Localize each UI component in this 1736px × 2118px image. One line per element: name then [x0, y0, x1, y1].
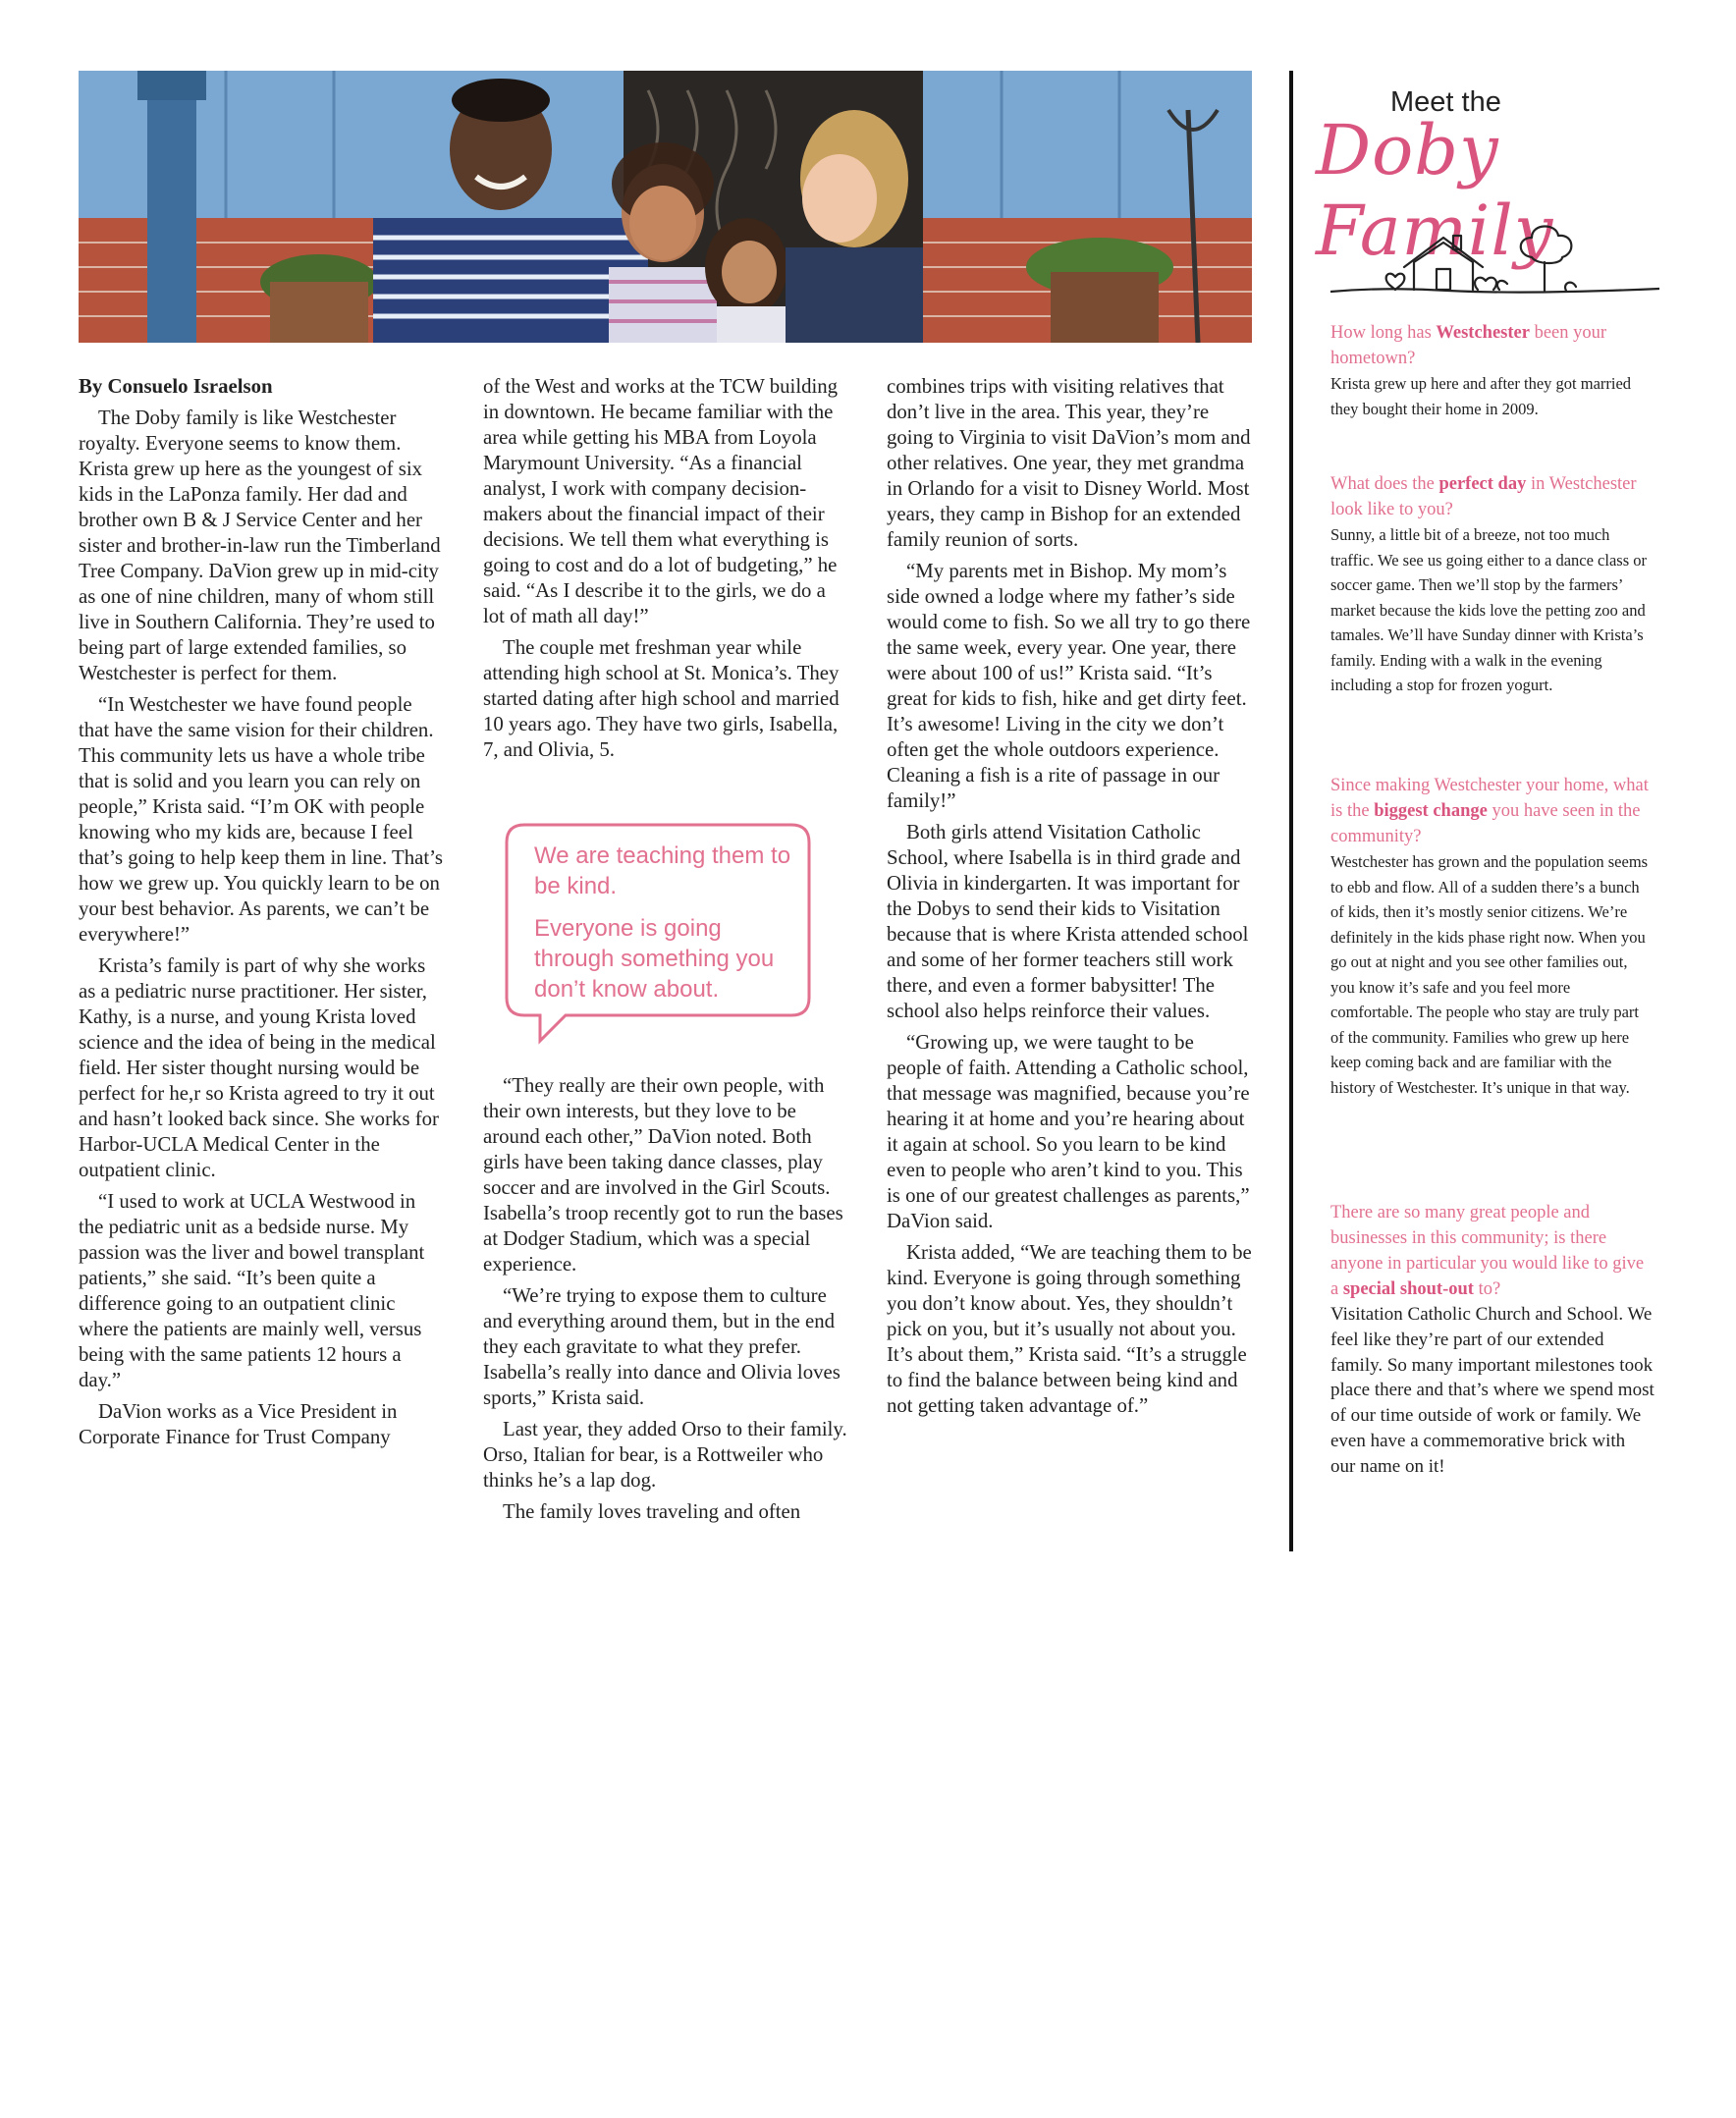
paragraph: of the West and works at the TCW building in downtown. He became familiar with the area while getting his MBA from Loyola Marymount University. “As a financial analyst, I work with company decision-makers about the financial impact of their decisions. We tell them what everything is going to cost and do a lot of budgeting,” he said. “As I describe it to the girls, we do a lot of math all day!” — [483, 375, 839, 627]
q-pre: Since making Westchester your home, what is the — [1330, 776, 1649, 821]
paragraph: “They really are their own people, with their own interests, but they love to be around each other,” DaVion noted. Both girls have been taking dance classes, play soccer and are involved in the Girl Scouts. Isabella’s troop recently got to run the bases at Dodger Stadium, which was a special experience. — [483, 1074, 843, 1276]
paragraph: combines trips with visiting relatives that don’t live in the area. This year, they’re going to Virginia to visit DaVion’s mom and other relatives. One year, they met grandma in Orlando for a visit to Disney World. Most years, they camp in Bishop for an extended family reunion of sorts. — [887, 375, 1251, 551]
article-column-2 — [483, 374, 848, 769]
qa-item-1 — [1330, 320, 1655, 421]
paragraph: “My parents met in Bishop. My mom’s side owned a lodge where my father’s side would come to fish. So we all try to go there the same week, every year. One year, there were about 100 of us!” Krista said. “It’s great for kids to fish, hike and get dirty feet. It’s awesome! Living in the city we don’t often get the whole outdoors experience. Cleaning a fish is a rite of passage in our family!” — [887, 560, 1251, 812]
q-bold: Westchester — [1436, 323, 1530, 343]
q-bold: biggest change — [1374, 801, 1488, 821]
pull-quote-text — [534, 841, 799, 1016]
q-pre: There are so many great people and businesses in this community; is there anyone in particular you would like to give a — [1330, 1203, 1645, 1299]
family-photo — [79, 71, 1252, 343]
article-column-1 — [79, 374, 444, 1456]
paragraph: “In Westchester we have found people that have the same vision for their children. This community lets us have a whole tribe that is solid and you learn you can rely on people,” Krista said. “I’m OK with people knowing who my kids are, because I feel that’s going to help keep them in line. That’s how we grew up. You quickly learn to be on your best behavior. As parents, we can’t be everywhere!” — [79, 693, 444, 946]
paragraph: “I used to work at UCLA Westwood in the pediatric unit as a bedside nurse. My passion was the liver and bowel transplant patients,” she said. “It’s been quite a difference going to an outpatient clinic where the patients are mainly well, versus being with the same patients 12 hours a day.” — [79, 1190, 425, 1391]
q-bold: special shout-out — [1342, 1279, 1474, 1299]
paragraph: Krista added, “We are teaching them to be kind. Everyone is going through something you don’t know about. Yes, they shouldn’t pick on you, but it’s usually not about you. It’s about them,” Krista said. “It’s a struggle to find the balance between being kind and not getting taken advantage of.” — [887, 1241, 1252, 1417]
pull-quote — [505, 823, 811, 1019]
q-post: been your hometown? — [1330, 323, 1607, 368]
paragraph: The Doby family is like Westchester royalty. Everyone seems to know them. Krista grew up here as the youngest of six kids in the LaPonza family. Her dad and brother own B & J Service Center and her sister and brother-in-law run the Timberland Tree Company. DaVion grew up in mid-city as one of nine children, many of whom still live in Southern California. They’re used to being part of large extended families, so Westchester is perfect for them. — [79, 407, 441, 684]
paragraph: “We’re trying to expose them to culture and everything around them, but in the end they each gravitate to what they prefer. Isabella’s really into dance and Olivia loves sports,” Krista said. — [483, 1284, 841, 1409]
paragraph: “Growing up, we were taught to be people of faith. Attending a Catholic school, that message was magnified, because you’re hearing it at home and you’re hearing about it again at school. So you learn to be kind even to people who aren’t kind to you. This is one of our greatest challenges as parents,” DaVion said. — [887, 1031, 1250, 1232]
house-doodle-icon — [1330, 218, 1659, 301]
qa-item-3 — [1330, 773, 1655, 1100]
sidebar-kicker: Meet the — [1390, 86, 1501, 118]
paragraph: Both girls attend Visitation Catholic School, where Isabella is in third grade and Olivia in kindergarten. It was important for the Dobys to send their kids to Visitation because that is where Krista attended school and some of her former teachers still work there, and even a former babysitter! The school also helps reinforce their values. — [887, 821, 1249, 1022]
qa-question — [1330, 1200, 1655, 1302]
family-photo-illustration — [79, 71, 1252, 343]
q-pre: How long has — [1330, 323, 1437, 343]
paragraph: Last year, they added Orso to their family. Orso, Italian for bear, is a Rottweiler who thinks he’s a lap dog. — [483, 1418, 847, 1492]
column-divider — [1289, 71, 1293, 1551]
qa-question — [1330, 471, 1655, 522]
paragraph: The family loves traveling and often — [503, 1500, 801, 1523]
qa-question — [1330, 773, 1655, 849]
q-bold: perfect day — [1438, 474, 1527, 494]
qa-item-4 — [1330, 1200, 1655, 1480]
article-column-2-bottom — [483, 1073, 848, 1531]
qa-item-2 — [1330, 471, 1655, 698]
byline: By Consuelo Israelson — [79, 375, 273, 398]
sidebar-title: Doby Family — [1316, 110, 1554, 271]
article-column-3 — [887, 374, 1252, 1425]
pull-quote-line: Everyone is going through something you don’t know about. — [534, 915, 775, 1003]
q-post: to? — [1473, 1279, 1501, 1299]
qa-answer: Visitation Catholic Church and School. We feel like they’re part of our extended family. So many important milestones took place there and that’s where we spend most of our time outside of work or family. We even have a commemorative brick with our name on it! — [1330, 1304, 1655, 1477]
pull-quote-line: We are teaching them to be kind. — [534, 842, 791, 899]
paragraph: The couple met freshman year while attending high school at St. Monica’s. They started dating after high school and married 10 years ago. They have two girls, Isabella, 7, and Olivia, 5. — [483, 636, 840, 761]
qa-answer: Krista grew up here and after they got married they bought their home in 2009. — [1330, 374, 1632, 418]
q-post: in Westchester look like to you? — [1330, 474, 1637, 519]
qa-question — [1330, 320, 1655, 371]
q-pre: What does the — [1330, 474, 1439, 494]
paragraph: Krista’s family is part of why she works as a pediatric nurse practitioner. Her sister, Kathy, is a nurse, and young Krista loved science and the idea of being in the medical field. Her sister thought nursing would be perfect for he,r so Krista agreed to try it out and hasn’t looked back since. She works for Harbor-UCLA Medical Center in the outpatient clinic. — [79, 954, 439, 1181]
paragraph: DaVion works as a Vice President in Corporate Finance for Trust Company — [79, 1400, 398, 1448]
qa-answer: Sunny, a little bit of a breeze, not too much traffic. We see us going either to a dance class or soccer game. Then we’ll stop by the farmers’ market because the kids love the petting zoo and tamales. We’ll have Sunday dinner with Krista’s family. Ending with a walk in the evening including a stop for frozen yogurt. — [1330, 525, 1647, 694]
qa-answer: Westchester has grown and the population seems to ebb and flow. All of a sudden there’s a bunch of kids, then it’s mostly senior citizens. We’re definitely in the kids phase right now. When you go out at night and you see other families out, you know it’s safe and you feel more comfortable. The people who stay are truly part of the community. Families who grew up here keep coming back and are familiar with the history of Westchester. It’s unique in that way. — [1330, 852, 1649, 1097]
q-post: you have seen in the community? — [1330, 801, 1641, 846]
